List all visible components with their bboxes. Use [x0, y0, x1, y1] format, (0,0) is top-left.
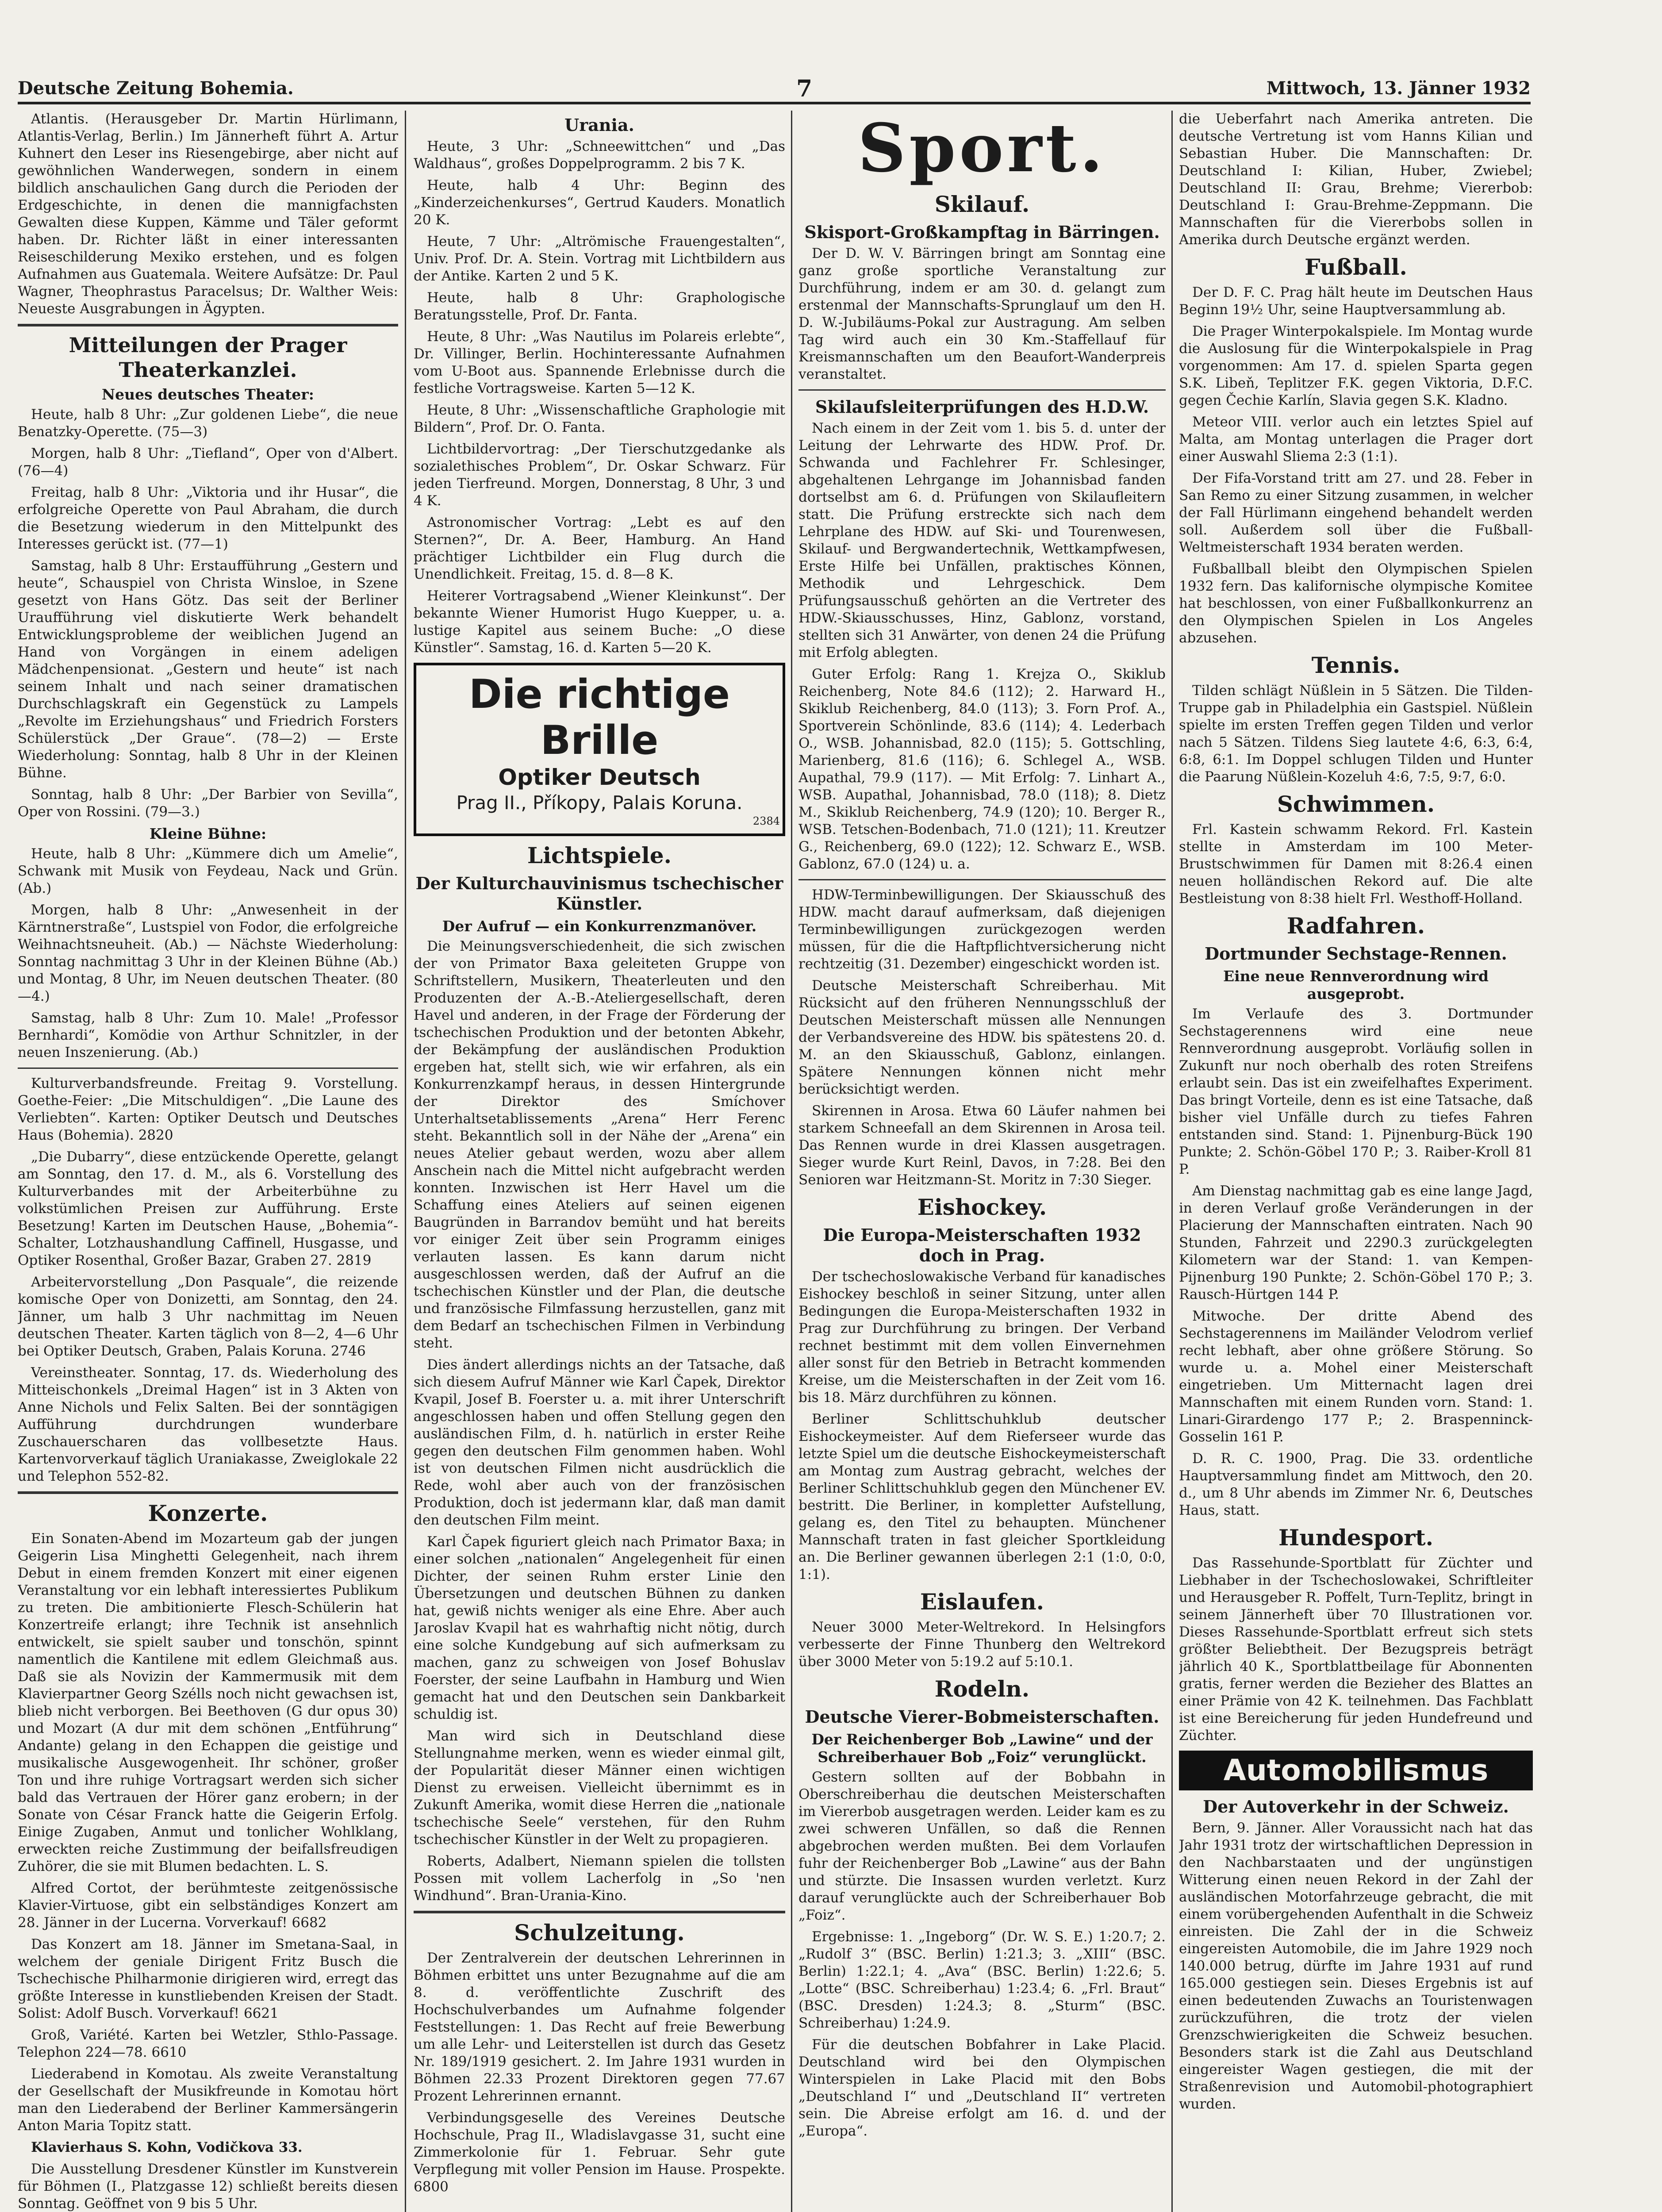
- ad-code: 2384: [752, 815, 780, 827]
- atlantis-review: Atlantis. (Herausgeber Dr. Martin Hürlimann, Atlantis-Verlag, Berlin.) Im Jännerheft führt A. Artur Kuhnert den Leser ins Riesengebirge, aber nicht auf gewöhnlichen Wanderwegen, sondern in einem bildlich anschaulichen Gang durch die Perioden der Erdgeschichte, in denen die mannigfachsten Gewalten diese Kuppen, Kämme und Täler geformt haben. Dr. Richter läßt in einer interessanten Reiseschilderung Mexiko erstehen, und es folgen Aufnahmen aus Guatemala. Weitere Aufsätze: Dr. Paul Wagner, Theophrastus Paracelsus; Dr. Walther Weis: Neueste Ausgrabungen in Ägypten.: [18, 111, 398, 317]
- article-paragraph: Berliner Schlittschuhklub deutscher Eishockeymeister. Auf dem Rieferseer wurde das letzte Spiel um die deutsche Eishockeymeisterschaft am Montag zum Austrag gebracht, welches der Berliner Schlittschuhklub gegen den Münchener EV. bestritt. Die Berliner, in kompletter Aufstellung, gelang es, den Titel zu behaupten. Münchener Mannschaft traten in fast gleicher Sportkleidung an. Die Berliner gewannen überlegen 2:1 (1:0, 0:0, 1:1).: [798, 1411, 1166, 1582]
- theater-notice: Sonntag, halb 8 Uhr: „Der Barbier von Sevilla“, Oper von Rossini. (79—3.): [18, 787, 398, 820]
- konzert-notice: Die Ausstellung Dresdener Künstler im Kunstverein für Böhmen (I., Platzgasse 12) schließt bereits diesen Sonntag. Geöffnet von 9 bis 5 Uhr.: [18, 2161, 398, 2212]
- section-rule: [798, 389, 1166, 391]
- skilauf-title: Skilauf.: [934, 191, 1030, 217]
- theater-notice: Heute, halb 8 Uhr: „Zur goldenen Liebe“, die neue Benatzky-Operette. (75—3): [18, 407, 398, 440]
- article-paragraph: Gestern sollten auf der Bobbahn in Oberschreiberhau die deutschen Meisterschaften im Viererbob ausgetragen werden. Leider kam es zu zwei schweren Unfällen, so daß die Rennen abgebrochen werden mußten. Bei dem Vorlaufen fuhr der Reichenberger Bob „Lawine“ aus der Bahn und stürzte. Die Insassen wurden verletzt. Kurz darauf verunglückte auch der Schreiberhauer Bob „Foiz“.: [798, 1769, 1166, 1923]
- lichtspiele-kicker: Der Aufruf — ein Konkurrenzmanöver.: [442, 918, 757, 935]
- konzert-notice: Groß, Variété. Karten bei Wetzler, Sthlo-Passage. Telephon 224—78. 6610: [18, 2027, 398, 2060]
- misc-notice: Vereinstheater. Sonntag, 17. ds. Wiederholung des Mitteischonkels „Dreimal Hagen“ ist in 3 Akten von Anne Nichols und Felix Salten. Bei der sonntägigen Aufführung durchdrungen wunderbare Zuschauerscharen das vollbesetzte Haus. Kartenvorverkauf täglich Uraniakasse, Zweiglokale 22 und Telephon 552-82.: [18, 1365, 398, 1484]
- skilehrer-title: Skilaufsleiterprüfungen des H.D.W.: [815, 397, 1149, 417]
- konzert-notice: Klavierhaus S. Kohn, Vodičkova 33.: [31, 2139, 303, 2155]
- radfahren-kicker: Eine neue Rennverordnung wird ausgeprobt.: [1223, 968, 1489, 1002]
- urania-notice: Astronomischer Vortrag: „Lebt es auf den Sternen?“, Dr. A. Beer, Hamburg. An Hand prächtiger Lichtbilder ein Flug durch die Unendlichkeit. Freitag, 15. d. 8—8 K.: [414, 515, 785, 582]
- schwimmen-title: Schwimmen.: [1277, 791, 1435, 817]
- article-paragraph: Die Prager Winterpokalspiele. Im Montag wurde die Auslosung für die Winterpokalspiele in Prag vorgenommen: Am 17. d. spielen Sparta gegen S.K. Libeň, Teplitzer F.K. gegen Viktoria, D.F.C. gegen Čechie Karlín, Slavia gegen S.K. Kladno.: [1179, 323, 1533, 408]
- urania-notice: Heiterer Vortragsabend „Wiener Kleinkunst“. Der bekannte Wiener Humorist Hugo Kuepper, u. a. lustige Kapitel aus seinem Buche: „O diese Künstler“. Samstag, 16. d. Karten 5—20 K.: [414, 588, 785, 656]
- urania-title: Urania.: [564, 115, 634, 135]
- urania-notice: Lichtbildervortrag: „Der Tierschutzgedanke als sozialethisches Problem“, Dr. Oskar Schwarz. Für jeden Tierfreund. Morgen, Donnerstag, 8 Uhr, 3 und 4 K.: [414, 441, 785, 509]
- optiker-advertisement: [414, 663, 785, 836]
- misc-notice: „Die Dubarry“, diese entzückende Operette, gelangt am Sonntag, den 17. d. M., als 6. Vorstellung des Kulturverbandes mit der Arbeiterbühne zu volkstümlichen Preisen zur Aufführung. Erste Besetzung! Karten im Deutschen Hause, „Bohemia“-Schalter, Lotzhaushandlung Caffinell, Husgasse, und Optiker Rosenthal, Großer Bazar, Graben 27. 2819: [18, 1149, 398, 1268]
- article-paragraph: Nach einem in der Zeit vom 1. bis 5. d. unter der Leitung der Lehrwarte des HDW. Prof. Dr. Schwanda und Fachlehrer Fr. Schlesinger, abgehaltenen Lehrgange im Johannisbad fanden dortselbst am 6. d. Prüfungen von Skilaufleitern statt. Die Prüfung erstreckte sich nach dem Lehrplane des HDW. auf Ski- und Tourenwesen, Skilauf- und Bergwandertechnik, Wettkampfwesen, Erste Hilfe bei Unfällen, praktisches Können, Methodik und Lehrgeschick. Dem Prüfungsausschuß gehörten an die Vertreter des HDW.-Skiausschusses, Hinz, Gablonz, vorstand, stellten sich 31 Anwärter, von denen 24 die Prüfung mit Erfolg ablegten.: [798, 420, 1166, 661]
- article-paragraph: Der Zentralverein der deutschen Lehrerinnen in Böhmen erbittet uns unter Bezugnahme auf die am 8. d. veröffentlichte Zuschrift des Hochschulverbandes um Aufnahme folgender Feststellungen: 1. Das Recht auf freie Bewerbung um alle Lehr- und Leiterstellen ist durch das Gesetz Nr. 189/1919 gesichert. 2. Im Jahre 1931 wurden in Böhmen 22.33 Prozent Direktoren gegen 77.67 Prozent Lehrerinnen ernannt.: [414, 1950, 785, 2104]
- section-rule: [18, 324, 398, 326]
- ad-company: Optiker Deutsch: [498, 764, 701, 790]
- page-number: 7: [796, 75, 813, 102]
- article-paragraph: die Ueberfahrt nach Amerika antreten. Die deutsche Vertretung ist vom Hanns Kilian und Sebastian Huber. Die Mannschaften: Dr. Deutschland I: Kilian, Huber, Zwiebel; Deutschland II: Grau, Brehme; Viererbob: Deutschland I: Grau-Brehme-Zeppmann. Die Mannschaften für die Viererbobs sollen in Amerika durch Deutsche ergänzt werden.: [1179, 111, 1533, 248]
- column-1: [18, 111, 398, 2212]
- issue-date: Mittwoch, 13. Jänner 1932: [1266, 78, 1531, 99]
- rodeln-subtitle: Deutsche Vierer-Bobmeisterschaften.: [805, 1707, 1159, 1727]
- article-paragraph: D. R. C. 1900, Prag. Die 33. ordentliche Hauptversammlung findet am Mittwoch, den 20. d., um 8 Uhr abends im Zimmer Nr. 6, Deutsches Haus, statt.: [1179, 1451, 1533, 1518]
- section-rule: [18, 1068, 398, 1069]
- article-paragraph: Der D. W. V. Bärringen bringt am Sonntag eine ganz große sportliche Veranstaltung zur Durchführung, indem er am 30. d. gelangt zum erstenmal der Mannschafts-Sprunglauf um den H. D. W.-Jubiläums-Pokal zur Austragung. Am selben Tag wird auch ein 30 Km.-Staffellauf für Kreismannschaften um den Beaufort-Wanderpreis veranstaltet.: [798, 246, 1166, 382]
- article-paragraph: Die Meinungsverschiedenheit, die sich zwischen der von Primator Baxa geleiteten Gruppe von Schriftstellern, Musikern, Theaterleuten und den Produzenten der A.-B.-Ateliergesellschaft, deren Havel und anderen, in der Frage der Förderung der tschechischen Produktion und der betonten Abkehr, der Bekämpfung der ausländischen Produktion ergeben hat, stellt sich, wie wir erfahren, als ein Konkurrenzkampf heraus, in dessen Hintergrunde der Direktor des Smíchover Unterhaltsetablissements „Arena“ Herr Ferenc steht. Bekanntlich soll in der Nähe der „Arena“ ein neues Atelier gebaut werden, wozu aber allem Anschein nach die Mittel nicht aufgebracht werden konnten. Inzwischen ist Herr Havel um die Schaffung eines Ateliers auf seinen eigenen Baugründen in Barrandov bemüht und hat bereits vor einiger Zeit über sein Programm einiges verlauten lassen. Es kann darum nicht ausgeschlossen werden, daß der Aufruf an die tschechischen Künstler und der Plan, die deutsche und französische Filmfassung herzustellen, ganz mit dem Bedarf an tschechischen Filmen in Verbindung steht.: [414, 938, 785, 1351]
- article-paragraph: Der D. F. C. Prag hält heute im Deutschen Haus Beginn 19½ Uhr, seine Hauptversammlung ab.: [1179, 284, 1533, 318]
- eishockey-subtitle: Die Europa-Meisterschaften 1932 doch in Prag.: [823, 1225, 1141, 1265]
- article-paragraph: Neuer 3000 Meter-Weltrekord. In Helsingfors verbesserte der Finne Thunberg den Weltrekord über 3000 Meter von 5:19.2 auf 5:10.1.: [798, 1619, 1166, 1670]
- page-header: [18, 75, 1531, 104]
- article-paragraph: Das Rassehunde-Sportblatt für Züchter und Liebhaber in der Tschechoslowakei, Schriftleiter und Herausgeber R. Poffelt, Turn-Teplitz, bringt in seinem Jännerheft über 70 Illustrationen vor. Dieses Rassehunde-Sportblatt erfreut sich stets größter Beliebtheit. Der Bezugspreis beträgt jährlich 40 K., Sportblattbeilage für Abonnenten gratis, ferner werden die Bezieher des Blattes an einer Prämie von 42 K. teilnehmen. Das Fachblatt ist eine Bereicherung für jeden Hundefreund und Züchter.: [1179, 1555, 1533, 1743]
- section-rule: [414, 1911, 785, 1913]
- eishockey-title: Eishockey.: [917, 1194, 1047, 1220]
- article-paragraph: Skirennen in Arosa. Etwa 60 Läufer nahmen bei starkem Schneefall an dem Skirennen in Arosa teil. Das Rennen wurde in drei Klassen ausgetragen. Sieger wurde Kurt Reinl, Davos, in 7:28. Bei den Senioren war Heitzmann-St. Moritz in 7:30 Sieger.: [798, 1103, 1166, 1188]
- column-divider: [791, 111, 792, 2212]
- theater-notice: Samstag, halb 8 Uhr: Zum 10. Male! „Professor Bernhardi“, Komödie von Arthur Schnitzler, in der neuen Inszenierung. (Ab.): [18, 1010, 398, 1060]
- fussball-title: Fußball.: [1305, 254, 1407, 280]
- article-paragraph: Der Fifa-Vorstand tritt am 27. und 28. Feber in San Remo zu einer Sitzung zusammen, in welcher der Fall Hürlimann eingehend behandelt werden soll. Außerdem soll über die Fußball-Weltmeisterschaft 1934 beraten werden.: [1179, 470, 1533, 555]
- misc-notice: Arbeitervorstellung „Don Pasquale“, die reizende komische Oper von Donizetti, am Sonntag, den 24. Jänner, um halb 3 Uhr nachmittag im Neuen deutschen Theater. Karten täglich von 8—2, 4—6 Uhr bei Optiker Deutsch, Graben, Palais Koruna. 2746: [18, 1274, 398, 1359]
- automobilismus-banner: Automobilismus: [1179, 1751, 1533, 1790]
- section-rule: [798, 879, 1166, 880]
- urania-notice: Heute, 3 Uhr: „Schneewittchen“ und „Das Waldhaus“, großes Doppelprogramm. 2 bis 7 K.: [414, 138, 785, 172]
- lichtspiele-title: Lichtspiele.: [527, 842, 672, 868]
- article-paragraph: Ergebnisse: 1. „Ingeborg“ (Dr. W. S. E.) 1:20.7; 2. „Rudolf 3“ (BSC. Berlin) 1:21.3; 3. „XIII“ (BSC. Berlin) 1:22.1; 4. „Ava“ (BSC. Berlin) 1:22.6; 5. „Lotte“ (BSC. Schreiberhau) 1:23.4; 6. „Frl. Braut“ (BSC. Dresden) 1:24.3; 8. „Sturm“ (BSC. Schreiberhau) 1:24.9.: [798, 1929, 1166, 2031]
- article-paragraph: Fußballball bleibt den Olympischen Spielen 1932 fern. Das kalifornische olympische Komitee hat beschlossen, von einer Fußballkonkurrenz an den Olympischen Spielen in Los Angeles abzusehen.: [1179, 561, 1533, 646]
- article-paragraph: Am Dienstag nachmittag gab es eine lange Jagd, in deren Verlauf große Veränderungen in der Placierung der Mannschaften eintraten. Nach 90 Stunden, Fahrzeit und 2290.3 zurückgelegten Kilometern war der Stand: 1. van Kempen-Pijnenburg 190 Punkte; 2. Schön-Göbel 170 P.; 3. Rausch-Hürtgen 144 P.: [1179, 1183, 1533, 1302]
- section-rule: [18, 1491, 398, 1494]
- article-paragraph: Bern, 9. Jänner. Aller Voraussicht nach hat das Jahr 1931 trotz der wirtschaftlichen Depression in den Nachbarstaaten und der ungünstigen Witterung einen neuen Rekord in der Zahl der ausländischen Motorfahrzeuge gebracht, die mit einem vorübergehenden Aufenthalt in die Schweiz einreisten. Die Zahl der in die Schweiz eingereisten Automobile, die im Jahre 1929 noch 140.000 betrug, dürfte im Jahre 1931 auf rund 165.000 gestiegen sein. Dieses Ergebnis ist auf einen bedeutenden Zuwachs an Touristenwagen zurückzuführen, die trotz der vielen Grenzschwierigkeiten die Schweiz besuchen. Besonders stark ist die Zahl aus Deutschland eingereister Wagen gestiegen, die mit der Straßenrevision und Automobil-photographiert wurden.: [1179, 1820, 1533, 2112]
- theater-notice: Heute, halb 8 Uhr: „Kümmere dich um Amelie“, Schwank mit Musik von Feydeau, Nack und Grün. (Ab.): [18, 846, 398, 896]
- article-paragraph: Frl. Kastein schwamm Rekord. Frl. Kastein stellte in Amsterdam im 100 Meter-Brustschwimmen für Damen mit 8:26.4 einen neuen holländischen Rekord auf. Die alte Bestleistung von 8:38 hielt Frl. Westhoff-Holland.: [1179, 822, 1533, 906]
- hundesport-title: Hundesport.: [1278, 1525, 1434, 1551]
- article-paragraph: HDW-Terminbewilligungen. Der Skiausschuß des HDW. macht darauf aufmerksam, daß diejenigen Terminbewilligungen zurückgezogen werden müssen, für die die Haftpflichtversicherung nicht rechtzeitig (31. Dezember) eingeschickt worden ist.: [798, 887, 1166, 972]
- theater-notice: Freitag, halb 8 Uhr: „Viktoria und ihr Husar“, die erfolgreiche Operette von Paul Abraham, die durch die Besetzung wiederum in den Mittelpunkt des Interesses gerückt ist. (77—1): [18, 484, 398, 552]
- article-paragraph: Verbindungsgeselle des Vereines Deutsche Hochschule, Prag II., Wladislavgasse 31, sucht eine Zimmerkolonie für 1. Februar. Sehr gute Verpflegung mit voller Pension im Hause. Prospekte. 6800: [414, 2110, 785, 2195]
- article-paragraph: Meteor VIII. verlor auch ein letztes Spiel auf Malta, am Montag unterlagen die Prager dort einer Auswahl Sliema 2:3 (1:1).: [1179, 414, 1533, 465]
- neues-theater-title: Neues deutsches Theater:: [102, 386, 314, 403]
- konzert-notice: Das Konzert am 18. Jänner im Smetana-Saal, in welchem der geniale Dirigent Fritz Busch die Tschechische Philharmonie dirigieren wird, erregt das größte Interesse in kunstliebenden Kreisen der Stadt. Solist: Adolf Busch. Vorverkauf! 6621: [18, 1936, 398, 2021]
- radfahren-subtitle: Dortmunder Sechstage-Rennen.: [1205, 944, 1507, 964]
- rodeln-kicker: Der Reichenberger Bob „Lawine“ und der Schreiberhauer Bob „Foiz“ verunglückt.: [811, 1731, 1153, 1766]
- article-paragraph: Man wird sich in Deutschland diese Stellungnahme merken, wenn es wieder einmal gilt, der Popularität dieser Männer einen wichtigen Dienst zu erweisen. Vielleicht übernimmt es in Zukunft Amerika, womit diese Herren die „nationale tschechische Seele“ verstehen, für den Ruhm tschechischer Künstler in der Welt zu propagieren.: [414, 1728, 785, 1847]
- theater-notice: Morgen, halb 8 Uhr: „Anwesenheit in der Kärntnerstraße“, Lustspiel von Fodor, die erfolgreiche Weihnachtsneuheit. (Ab.) — Nächste Wiederholung: Sonntag nachmittag 3 Uhr in der Kleinen Bühne (Ab.) und Montag, 8 Uhr, im Neuen deutschen Theater. (80—4.): [18, 902, 398, 1004]
- column-divider: [405, 111, 406, 2212]
- article-paragraph: Tilden schlägt Nüßlein in 5 Sätzen. Die Tilden-Truppe gab in Philadelphia ein Gastspiel. Nüßlein spielte im ersten Treffen gegen Tilden und verlor nach 5 Sätzen. Tildens Sieg lautete 4:6, 6:3, 6:4, 6:8, 6:1. Im Doppel schlugen Tilden und Hunter die Paarung Nüßlein-Kozeluh 4:6, 7:5, 9:7, 6:0.: [1179, 683, 1533, 785]
- article-paragraph: Karl Čapek figuriert gleich nach Primator Baxa; in einer solchen „nationalen“ Angelegenheit für einen Dichter, der seinen Ruhm erster Linie den Übersetzungen und deutschen Bühnen zu danken hat, gewiß nichts weniger als eine Ehre. Aber auch Jaroslav Kvapil hat es wahrhaftig nicht nötig, durch eine solche Kundgebung auf sich aufmerksam zu machen, ganz zu schweigen von Josef Bohuslav Foerster, der seine Laufbahn in Hamburg und Wien gemacht hat und den Deutschen sein Dankbarkeit schuldig ist.: [414, 1534, 785, 1722]
- radfahren-title: Radfahren.: [1286, 913, 1425, 939]
- article-paragraph: Guter Erfolg: Rang 1. Krejza O., Skiklub Reichenberg, Note 84.6 (112); 2. Harward H., Skiklub Reichenberg, 84.0 (113); 3. Forn Prof. A., Sportverein Schönlinde, 83.6 (114); 4. Lederbach O., WSB. Johannisbad, 82.0 (115); 5. Gottschling, Marienberg, 81.6 (116); 6. Schlegel A., WSB. Aupathal, 79.9 (117). — Mit Erfolg: 7. Linhart A., WSB. Aupathal, Johannisbad, 78.0 (118); 8. Dietz M., Skiklub Reichenberg, 74.9 (120); 10. Berger R., WSB. Tetschen-Bodenbach, 71.0 (121); 11. Kreutzer G., Reichenberg, 69.0 (122); 12. Schwarz E., WSB. Gablonz, 67.0 (124) u. a.: [798, 666, 1166, 872]
- skilauf-subtitle: Skisport-Großkampftag in Bärringen.: [804, 222, 1160, 242]
- sport-masthead: Sport.: [858, 111, 1106, 187]
- konzert-notice: Liederabend in Komotau. Als zweite Veranstaltung der Gesellschaft der Musikfreunde in Komotau hört man den Liederabend der Berliner Kammersängerin Anton Maria Topitz statt.: [18, 2066, 398, 2134]
- column-4: [1179, 111, 1533, 2212]
- article-paragraph: Dies ändert allerdings nichts an der Tatsache, daß sich diesem Aufruf Männer wie Karl Čapek, Direktor Kvapil, Josef B. Foerster u. a. mit ihrer Unterschrift angeschlossen haben und offen Stellung gegen den ausländischen Film, d. h. natürlich in erster Reihe gegen den deutschen Film genommen haben. Wohl ist von deutschen Filmen nicht ausdrücklich die Rede, wohl aber auch von der französischen Produktion, doch ist jedermann klar, daß man damit den deutschen Film meint.: [414, 1357, 785, 1528]
- article-paragraph: Deutsche Meisterschaft Schreiberhau. Mit Rücksicht auf den früheren Nennungsschluß der Deutschen Meisterschaft müssen alle Nennungen der Verbandsvereine des HDW. bis spätestens 20. d. M. an den Skiausschuß, Gablonz, einlangen. Spätere Nennungen können nicht mehr berücksichtigt werden.: [798, 978, 1166, 1097]
- urania-notice: Heute, halb 8 Uhr: Graphologische Beratungsstelle, Prof. Dr. Fanta.: [414, 290, 785, 323]
- schulzeitung-title: Schulzeitung.: [514, 1920, 685, 1946]
- article-paragraph: Mitwoche. Der dritte Abend des Sechstagerennens im Mailänder Velodrom verlief recht lebhaft, aber ohne größere Störung. So wurde u. a. Mohel einer Meisterschaft eingetrieben. Um Mitternacht lagen drei Mannschaften mit einem Runden vorn. Stand: 1. Linari-Girardengo 177 P.; 2. Braspenninck-Gosselin 161 P.: [1179, 1308, 1533, 1445]
- column-divider: [1171, 111, 1173, 2212]
- ad-address: Prag II., Příkopy, Palais Koruna.: [456, 792, 743, 814]
- misc-notice: Kulturverbandsfreunde. Freitag 9. Vorstellung. Goethe-Feier: „Die Mitschuldigen“. „Die Laune des Verliebten“. Karten: Optiker Deutsch und Deutsches Haus (Bohemia). 2820: [18, 1075, 398, 1143]
- theater-section-title: Mitteilungen der Prager Theaterkanzlei.: [69, 333, 347, 382]
- konzert-notice: Ein Sonaten-Abend im Mozarteum gab der jungen Geigerin Lisa Minghetti Gelegenheit, nach ihrem Debut in einem fremden Konzert mit einer eigenen Veranstaltung vor ein lebhaft interessiertes Publikum zu treten. Die ambitionierte Flesch-Schülerin hat Konzertreife erlangt; ihre Technik ist ansehnlich entwickelt, sie spielt sauber und tonschön, spinnt namentlich die Kantilene mit edlem Gleichmaß aus. Daß sie als Novizin der Kammermusik mit dem Klavierpartner Georg Szélls noch nicht gewachsen ist, blieb nicht verborgen. Bei Beethoven (G dur opus 30) und Mozart (A dur mit dem schönen „Entführung“ Andante) gelang in den Echappen die geistige und musikalische Ausgewogenheit. Ihr schöner, großer Ton und ihre ruhige Vortragsart werden sich sicher bald das Vertrauen der Hörer ganz erobern; in der Sonate von César Franck hatte die Geigerin Erfolg. Einige Zugaben, Anmut und tonlicher Wohlklang, erweckten reiche Zustimmung der beifallsfreudigen Zuhörer, die sie mit Blumen bedachten. L. S.: [18, 1531, 398, 1874]
- ad-headline: Die richtige Brille: [469, 671, 730, 764]
- urania-notice: Heute, 8 Uhr: „Was Nautilus im Polareis erlebte“, Dr. Villinger, Berlin. Hochinteressante Aufnahmen vom U-Boot aus. Spannende Erlebnisse durch die festliche Vortragsweise. Karten 5—12 K.: [414, 329, 785, 396]
- auto-subtitle: Der Autoverkehr in der Schweiz.: [1203, 1797, 1509, 1816]
- column-3: [798, 111, 1166, 2212]
- urania-notice: Heute, 7 Uhr: „Altrömische Frauengestalten“, Univ. Prof. Dr. A. Stein. Vortrag mit Lichtbildern aus der Antike. Karten 2 und 5 K.: [414, 234, 785, 284]
- column-2: [414, 111, 785, 2212]
- article-paragraph: Der tschechoslowakische Verband für kanadisches Eishockey beschloß in seiner Sitzung, unter allen Bedingungen die Europa-Meisterschaften 1932 in Prag zur Durchführung zu bringen. Der Verband rechnet bestimmt mit dem vollen Einvernehmen aller sonst für den Betrieb in Betracht kommenden Kreise, um die Meisterschaften in der Zeit vom 16. bis 18. März durchführen zu können.: [798, 1269, 1166, 1406]
- kleine-buehne-title: Kleine Bühne:: [149, 825, 267, 842]
- theater-notice: Morgen, halb 8 Uhr: „Tiefland“, Oper von d'Albert. (76—4): [18, 445, 398, 479]
- article-paragraph: Roberts, Adalbert, Niemann spielen die tollsten Possen mit vollem Lacherfolg in „So 'nen Windhund“. Bran-Urania-Kino.: [414, 1853, 785, 1904]
- newspaper-name: Deutsche Zeitung Bohemia.: [18, 78, 294, 99]
- urania-notice: Heute, 8 Uhr: „Wissenschaftliche Graphologie mit Bildern“, Prof. Dr. O. Fanta.: [414, 402, 785, 435]
- konzerte-title: Konzerte.: [148, 1500, 268, 1526]
- rodeln-title: Rodeln.: [934, 1676, 1030, 1702]
- theater-notice: Samstag, halb 8 Uhr: Erstaufführung „Gestern und heute“, Schauspiel von Christa Winsloe, in Szene gesetzt von Hans Götz. Das seit der Berliner Uraufführung viel diskutierte Werk behandelt Entwicklungsprobleme der weiblichen Jugend an Hand von Vorgängen in einem adeligen Mädchenpensionat. „Gestern und heute“ ist nach seinem Inhalt und nach seiner dramatischen Durchschlagskraft ein Gegenstück zu Lampels „Revolte im Erziehungshaus“ und Friedrich Forsters Schülerstück „Der Graue“. (78—2) — Erste Wiederholung: Sonntag, halb 8 Uhr in der Kleinen Bühne.: [18, 558, 398, 781]
- tennis-title: Tennis.: [1311, 652, 1401, 678]
- article-paragraph: Für die deutschen Bobfahrer in Lake Placid. Deutschland wird bei den Olympischen Winterspielen in Lake Placid mit den Bobs „Deutschland I“ und „Deutschland II“ vertreten sein. Die Abreise erfolgt am 16. d. und der „Europa“.: [798, 2037, 1166, 2139]
- urania-notice: Heute, halb 4 Uhr: Beginn des „Kinderzeichenkurses“, Gertrud Kauders. Monatlich 20 K.: [414, 177, 785, 228]
- lichtspiele-subtitle: Der Kulturchauvinismus tschechischer Künstler.: [415, 873, 783, 914]
- konzert-notice: Alfred Cortot, der berühmteste zeitgenössische Klavier-Virtuose, gibt ein selbständiges Konzert am 28. Jänner in der Lucerna. Vorverkauf! 6682: [18, 1880, 398, 1931]
- article-paragraph: Im Verlaufe des 3. Dortmunder Sechstagerennens wird eine neue Rennverordnung ausgeprobt. Vorläufig sollen in Zukunft nur noch oberhalb des roten Streifens erlaubt sein. Das ist ein zweifelhaftes Experiment. Das bringt Vorteile, denn es ist eine Tatsache, daß bisher viel Unfälle durch zu tiefes Fahren entstanden sind. Stand: 1. Pijnenburg-Bück 190 Punkte; 2. Schön-Göbel 170 P.; 3. Raiber-Kroll 81 P.: [1179, 1006, 1533, 1177]
- eislaufen-title: Eislaufen.: [920, 1589, 1044, 1615]
